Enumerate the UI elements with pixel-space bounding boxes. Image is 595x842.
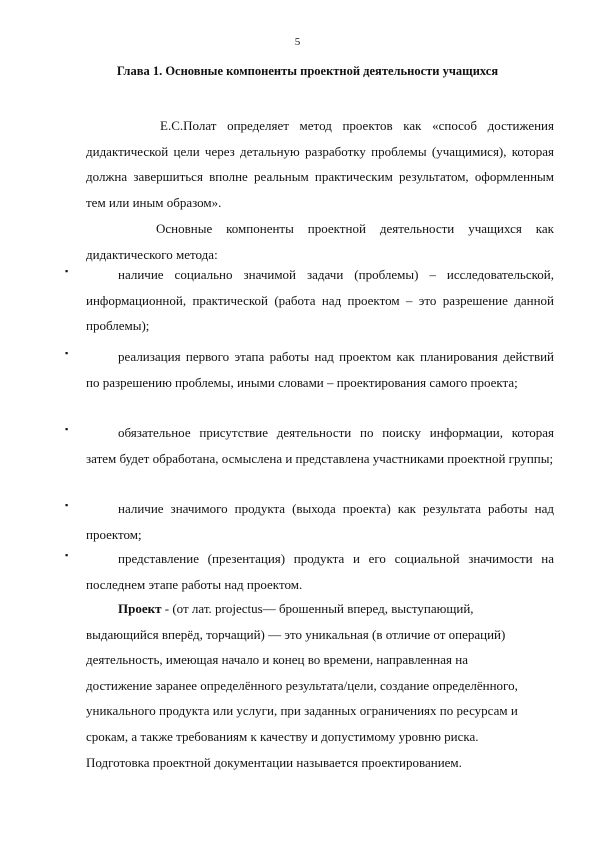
bullet-item: наличие социально значимой задачи (проблемы) – исследовательской, информационной, практической (работа над проектом – это разрешение данной проблемы); (86, 267, 554, 334)
bullet-item: представление (презентация) продукта и его социальной значимости на последнем этапе работы над проектом. (86, 551, 554, 592)
definition-line: срокам, а также требованиям к качеству и допустимому уровню риска. (86, 728, 479, 744)
bullet-item: реализация первого этапа работы над проектом как планирования действий по разрешению проблемы, иными словами – проектирования самого проекта; (86, 349, 554, 390)
chapter-title: Глава 1. Основные компоненты проектной деятельности учащихся (116, 64, 499, 78)
definition-line: уникального продукта или услуги, при заданных ограничениях по ресурсам и (86, 703, 518, 719)
definition-line: - (от лат. projectus— брошенный вперед, выступающий, (161, 601, 474, 616)
definition-line: деятельность, имеющая начало и конец во времени, направленная на (86, 652, 468, 668)
page-number: 5 (294, 36, 301, 48)
definition-line: Подготовка проектной документации называется проектированием. (86, 754, 462, 770)
components-intro-paragraph: Основные компоненты проектной деятельности учащихся как дидактического метода: (86, 221, 554, 262)
bullet-item: наличие значимого продукта (выхода проекта) как результата работы над проектом; (86, 501, 554, 542)
definition-line: достижение заранее определённого результата/цели, создание определённого, (86, 677, 518, 693)
bullet-marker: ▪ (65, 424, 69, 434)
definition-line: выдающийся вперёд, торчащий) — это уникальная (в отличие от операций) (86, 626, 506, 642)
bullet-marker: ▪ (65, 550, 69, 560)
project-definition (86, 596, 554, 775)
intro-paragraph: Е.С.Полат определяет метод проектов как «способ достижения дидактической цели через детальную разработку проблемы (учащимися), которая должна завершиться вполне реальным практическим результатом, оформленным тем или иным образом». (86, 118, 554, 210)
bullet-marker: ▪ (65, 348, 69, 358)
project-term: Проект (118, 601, 162, 616)
bullet-item: обязательное присутствие деятельности по поиску информации, которая затем будет обработана, осмыслена и представлена участниками проектной группы; (86, 425, 554, 466)
bullet-marker: ▪ (65, 266, 69, 276)
bullet-marker: ▪ (65, 500, 69, 510)
